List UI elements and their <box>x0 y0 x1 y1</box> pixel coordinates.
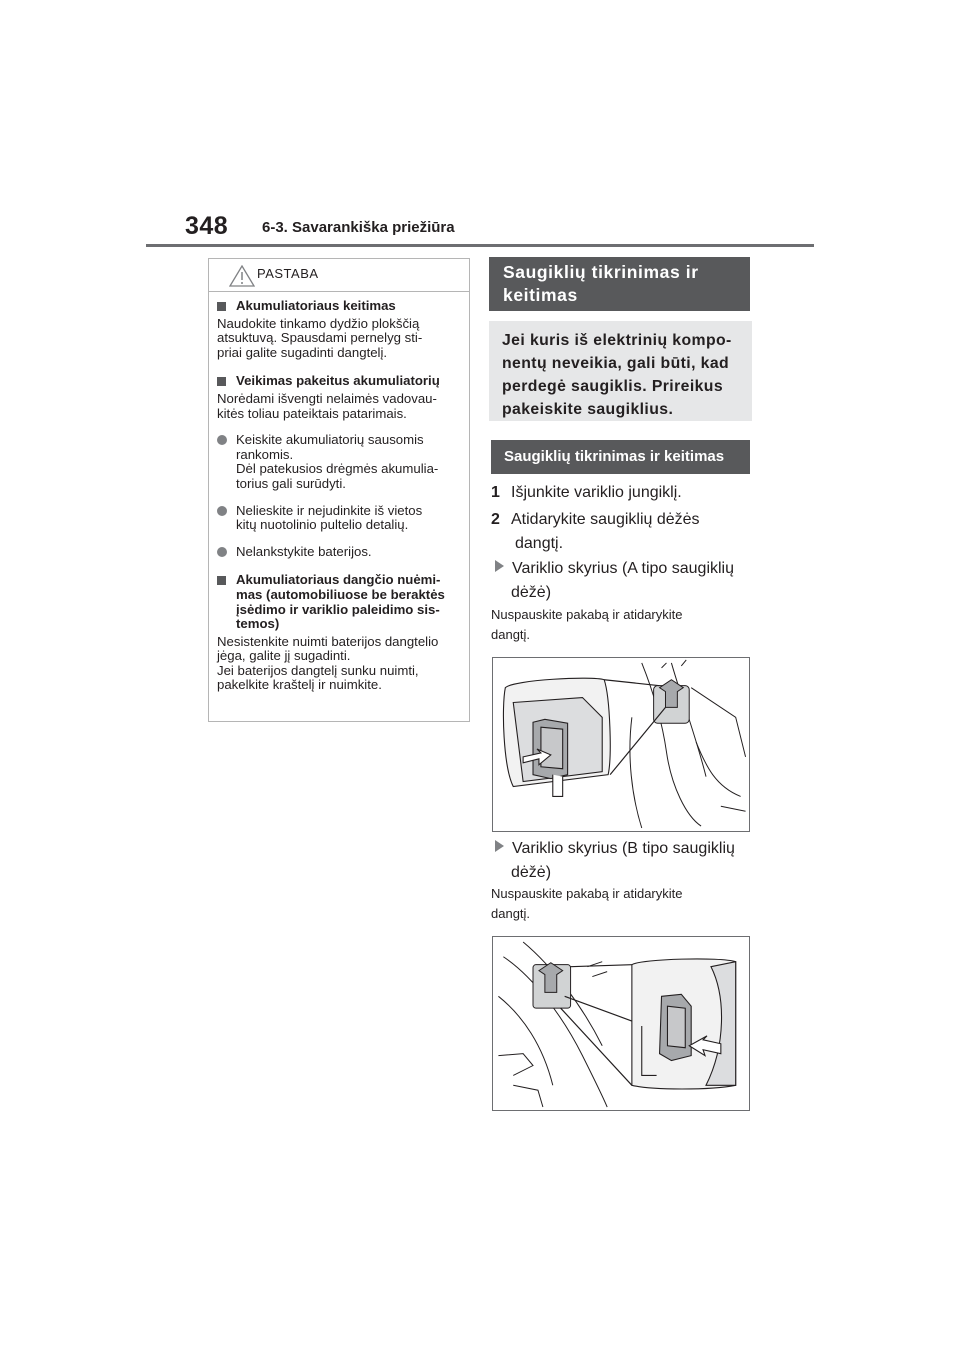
note-body <box>217 293 467 693</box>
note-header <box>209 259 469 292</box>
note-paragraph: Naudokite tinkamo dydžio plokščią atsuktuvą. Spausdami pernelyg sti- priai galite sugadinti dangtelį. <box>217 315 423 360</box>
circle-bullet-icon <box>217 435 227 445</box>
note-box <box>208 258 470 722</box>
triangle-arrow-icon <box>495 560 504 572</box>
section-title-banner <box>489 257 750 311</box>
note-heading: Akumuliatoriaus dangčio nuėmi- mas (automobiliuose be beraktės įsėdimo ir variklio paleidimo sis- temos) <box>217 573 467 631</box>
warning-triangle-icon <box>229 265 255 287</box>
case-a-title: Variklio skyrius (A tipo saugiklių dėžė) <box>495 557 757 605</box>
section-title-line: Saugiklių tikrinimas ir <box>503 262 699 282</box>
note-paragraph: Norėdami išvengti nelaimės vadovau- kitės toliau pateiktais patarimais. <box>217 390 437 421</box>
chapter-title: 6-3. Savarankiška priežiūra <box>262 219 455 236</box>
subsection-title-banner: Saugiklių tikrinimas ir keitimas <box>491 440 750 474</box>
intro-box: Jei kuris iš elektrinių kompo- nentų neveikia, gali būti, kad perdegė saugiklis. Prireikus pakeiskite saugiklius. <box>489 321 752 421</box>
note-title: PASTABA <box>257 266 319 281</box>
circle-bullet-icon <box>217 547 227 557</box>
square-bullet-icon <box>217 302 226 311</box>
note-paragraph: Nesistenkite nuimti baterijos dangtelio jėga, galite jį sugadinti. Jei baterijos dangtelį sunku nuimti, pakelkite kraštelį ir nuimkite. <box>217 633 439 693</box>
square-bullet-icon <box>217 377 226 386</box>
fuse-box-b-drawing <box>493 937 749 1110</box>
step-1: 1 Išjunkite variklio jungiklį. <box>491 484 682 501</box>
case-b-title: Variklio skyrius (B tipo saugiklių dėžė) <box>495 837 757 885</box>
square-bullet-icon <box>217 576 226 585</box>
note-bullet: Keiskite akumuliatorių sausomis rankomis. Dėl patekusios drėgmės akumulia- torius gali surūdyti. <box>217 433 467 491</box>
triangle-arrow-icon <box>495 840 504 852</box>
note-heading: Veikimas pakeitus akumuliatorių <box>217 374 467 389</box>
case-b-description: Nuspauskite pakabą ir atidarykite dangtį. <box>491 886 683 921</box>
header-rule <box>146 244 814 247</box>
note-bullet: Nelieskite ir nejudinkite iš vietos kitų nuotolinio pultelio detalių. <box>217 504 467 533</box>
note-heading: Akumuliatoriaus keitimas <box>217 299 467 314</box>
circle-bullet-icon <box>217 506 227 516</box>
case-a-description: Nuspauskite pakabą ir atidarykite dangtį. <box>491 607 683 642</box>
section-title-line: keitimas <box>503 285 578 305</box>
page-number: 348 <box>185 212 229 240</box>
note-bullet: Nelankstykite baterijos. <box>217 545 467 560</box>
fuse-box-b-illustration <box>492 936 750 1111</box>
step-2: 2 Atidarykite saugiklių dėžės dangtį. <box>491 511 700 552</box>
fuse-box-a-drawing <box>493 658 749 831</box>
fuse-box-a-illustration <box>492 657 750 832</box>
